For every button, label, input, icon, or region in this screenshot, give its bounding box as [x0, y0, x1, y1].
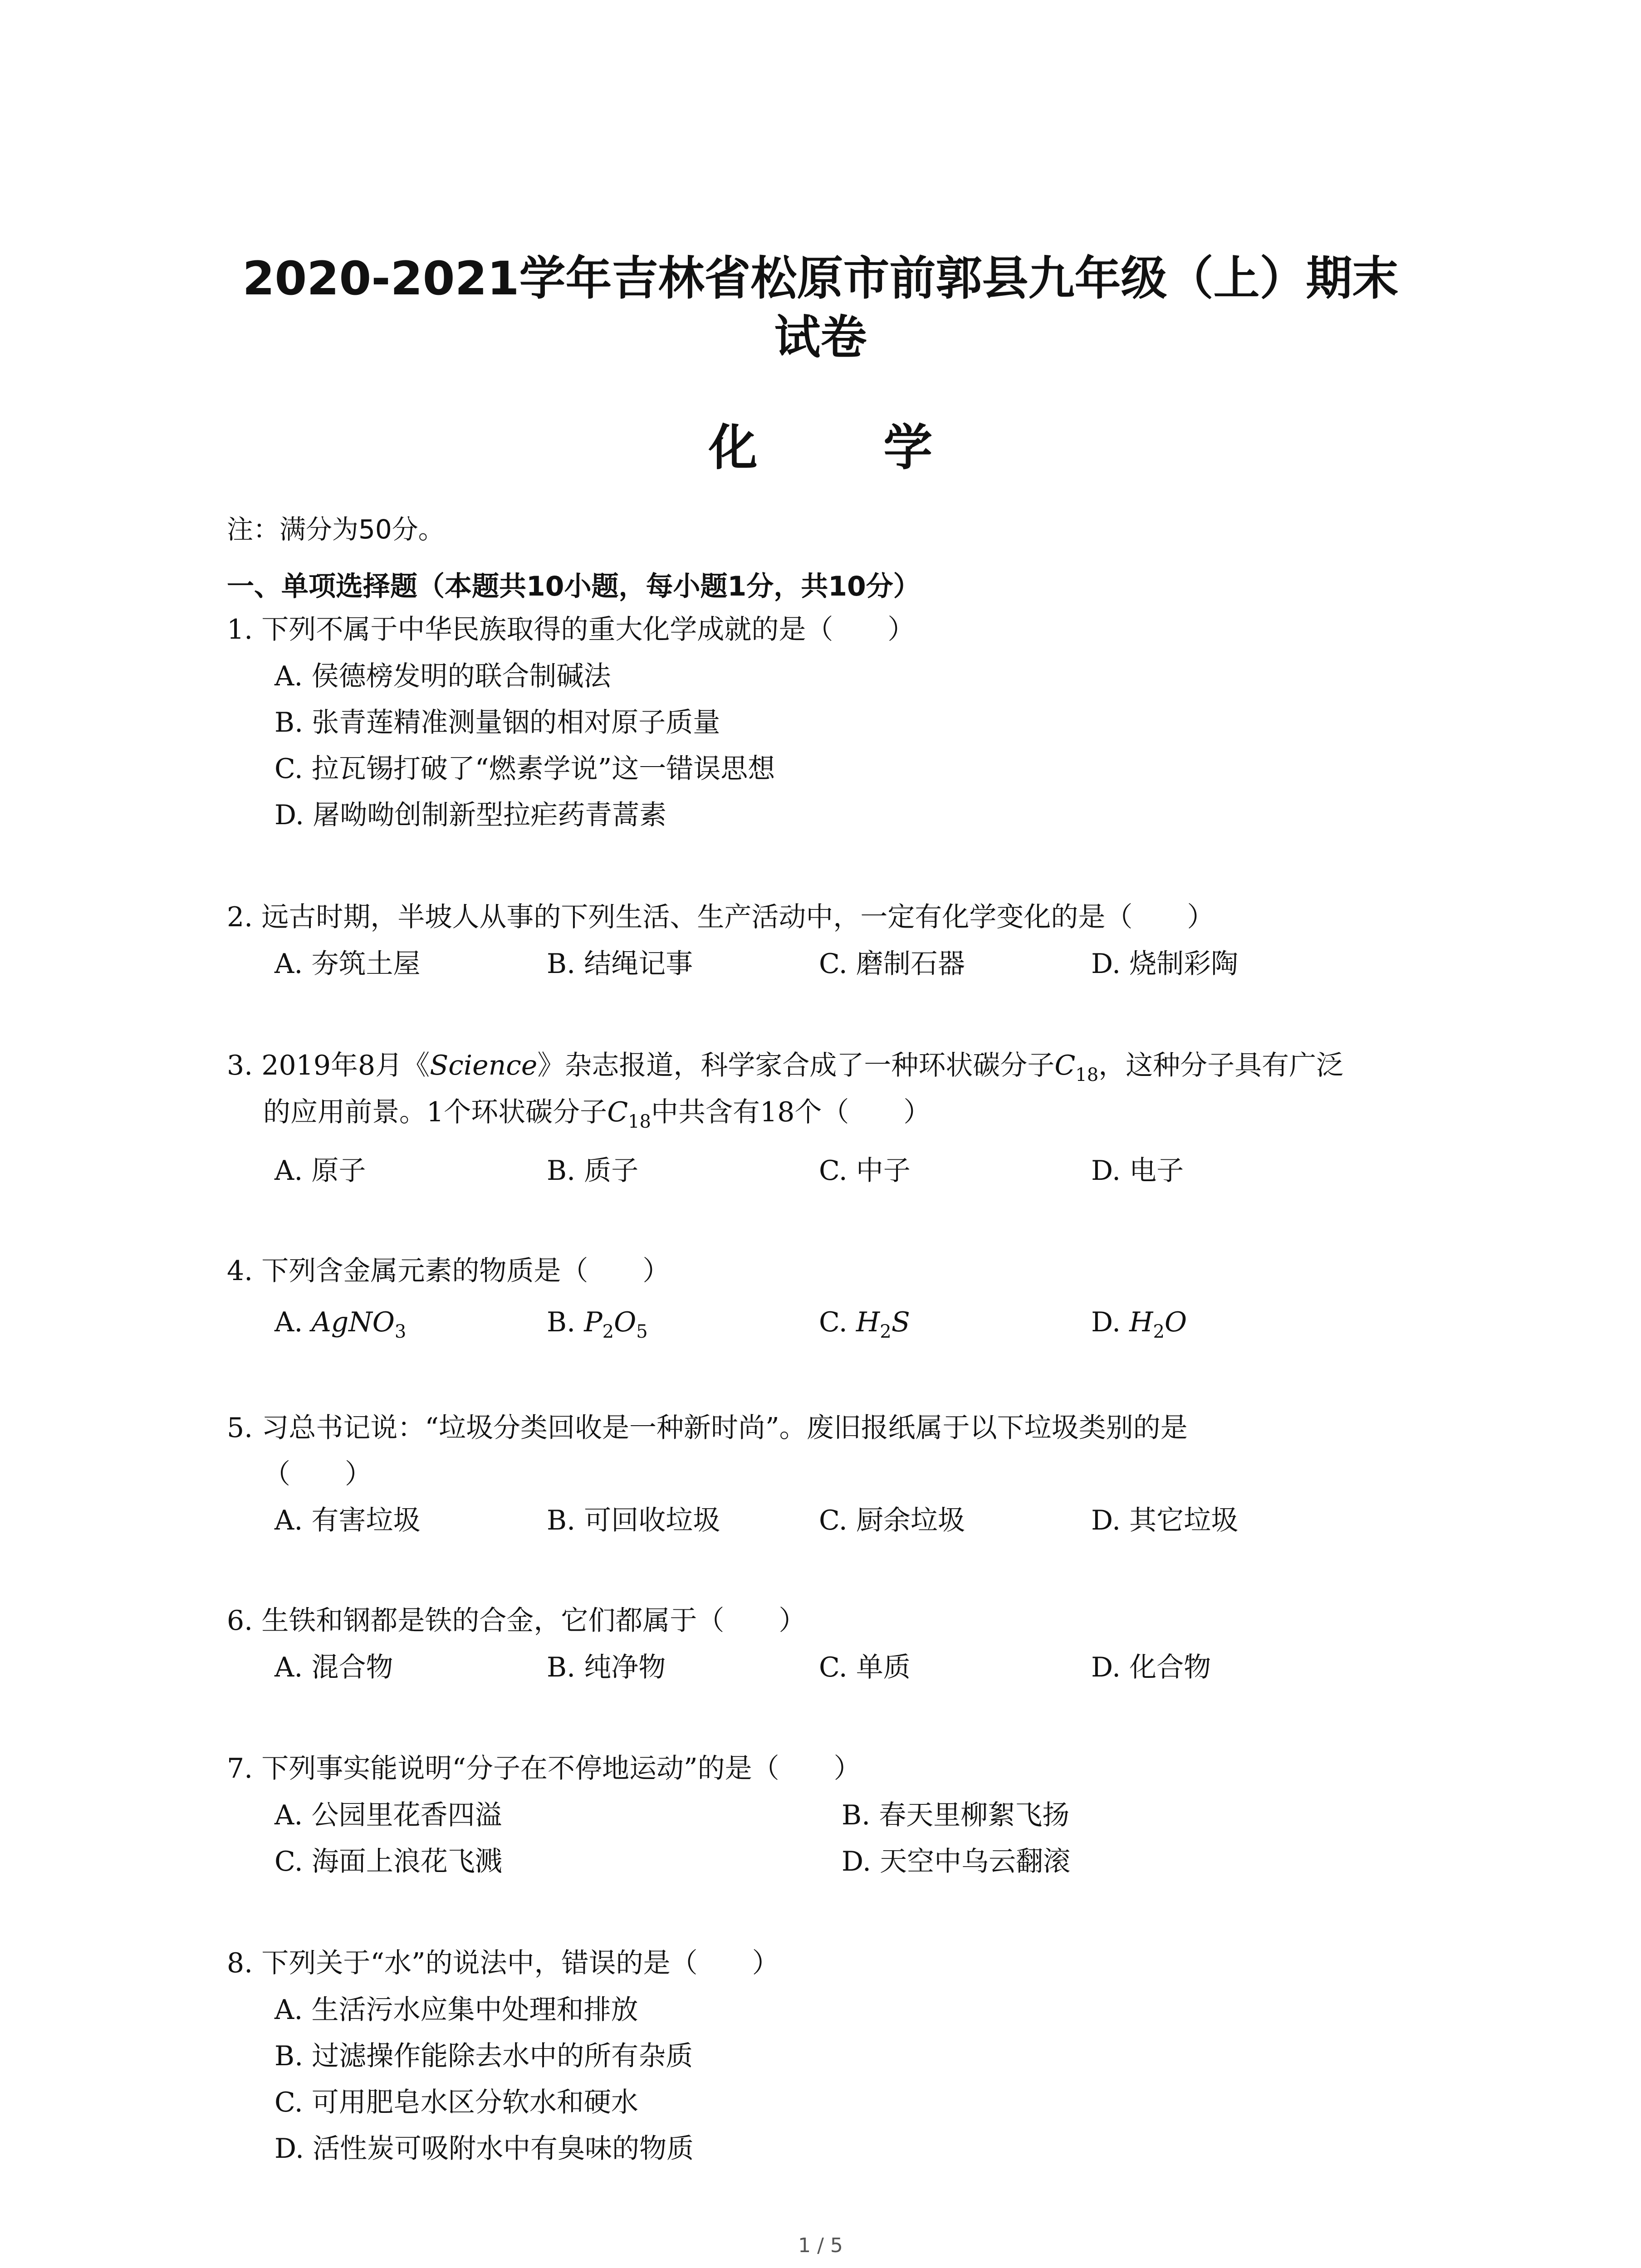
- q3-science: Science: [430, 1050, 538, 1081]
- question-8-option-d: D. 活性炭可吸附水中有臭味的物质: [274, 2133, 694, 2165]
- exam-title-line1: 2020-2021学年吉林省松原市前郭县九年级（上）期末: [242, 252, 1399, 306]
- question-1-option-c: C. 拉瓦锡打破了“燃素学说”这一错误思想: [274, 753, 775, 785]
- question-2-option-d: D. 烧制彩陶: [1091, 948, 1239, 980]
- q4-c-formula-2: S: [891, 1306, 910, 1338]
- question-3-stem-line1: [227, 1049, 1344, 1085]
- question-3-option-d: D. 电子: [1091, 1155, 1184, 1187]
- question-3-option-b: B. 质子: [547, 1155, 639, 1187]
- question-5-option-b: B. 可回收垃圾: [547, 1505, 720, 1536]
- question-7-option-d: D. 天空中乌云翻滚: [842, 1846, 1071, 1877]
- question-5-option-c: C. 厨余垃圾: [819, 1505, 965, 1536]
- q4-b-sub-1: 2: [602, 1321, 614, 1342]
- q4-b-formula-1: P: [584, 1306, 603, 1338]
- q4-a-label: A.: [274, 1306, 312, 1338]
- q4-b-label: B.: [547, 1306, 584, 1338]
- question-2-option-b: B. 结绳记事: [547, 948, 693, 980]
- question-6-option-b: B. 纯净物: [547, 1652, 666, 1683]
- q4-d-formula-1: H: [1129, 1306, 1153, 1338]
- question-5-option-a: A. 有害垃圾: [274, 1505, 421, 1536]
- q3-text-4: 的应用前景。1个环状碳分子: [263, 1096, 607, 1128]
- question-8-option-a: A. 生活污水应集中处理和排放: [274, 1994, 638, 2026]
- q4-b-sub-2: 5: [636, 1321, 648, 1342]
- q4-a-formula: AgNO: [311, 1306, 395, 1338]
- question-6-option-a: A. 混合物: [274, 1652, 393, 1683]
- question-2-stem: 2. 远古时期，半坡人从事的下列生活、生产活动中，一定有化学变化的是（ ）: [227, 901, 1215, 933]
- question-3-option-a: A. 原子: [274, 1155, 366, 1187]
- q4-b-formula-2: O: [614, 1306, 637, 1338]
- q4-d-formula-2: O: [1164, 1306, 1187, 1338]
- question-5-option-d: D. 其它垃圾: [1091, 1505, 1239, 1536]
- question-8-option-b: B. 过滤操作能除去水中的所有杂质: [274, 2040, 693, 2072]
- q3-text-1: 3. 2019年8月《: [227, 1050, 430, 1081]
- q4-c-formula-1: H: [856, 1306, 880, 1338]
- question-3-option-c: C. 中子: [819, 1155, 911, 1187]
- question-2-option-c: C. 磨制石器: [819, 948, 965, 980]
- question-4-option-d: [1091, 1306, 1187, 1342]
- question-3-stem-line2: [263, 1096, 931, 1132]
- question-7-option-a: A. 公园里花香四溢: [274, 1799, 502, 1831]
- question-5-stem: 5. 习总书记说：“垃圾分类回收是一种新时尚”。废旧报纸属于以下垃圾类别的是: [227, 1412, 1188, 1444]
- q3-carbon-subscript-2: 18: [628, 1111, 652, 1132]
- question-7-option-c: C. 海面上浪花飞溅: [274, 1846, 502, 1877]
- q3-text-5: 中共含有18个（ ）: [651, 1096, 931, 1128]
- q4-a-sub: 3: [394, 1321, 407, 1342]
- q4-c-label: C.: [819, 1306, 856, 1338]
- question-8-option-c: C. 可用肥皂水区分软水和硬水: [274, 2087, 638, 2118]
- section-heading-1: 一、单项选择题（本题共10小题，每小题1分，共10分）: [227, 571, 921, 602]
- question-6-stem: 6. 生铁和钢都是铁的合金，它们都属于（ ）: [227, 1605, 806, 1637]
- question-1-stem: 1. 下列不属于中华民族取得的重大化学成就的是（ ）: [227, 614, 915, 645]
- question-1-option-b: B. 张青莲精准测量铟的相对原子质量: [274, 707, 720, 738]
- question-1-option-a: A. 侯德榜发明的联合制碱法: [274, 660, 611, 692]
- question-5-stem-line2: （ ）: [263, 1458, 372, 1490]
- question-6-option-c: C. 单质: [819, 1652, 911, 1683]
- q3-carbon-symbol: C: [1054, 1050, 1076, 1081]
- question-7-stem: 7. 下列事实能说明“分子在不停地运动”的是（ ）: [227, 1753, 861, 1784]
- subject-heading: 化 学: [708, 420, 987, 476]
- question-4-stem: 4. 下列含金属元素的物质是（ ）: [227, 1255, 670, 1287]
- q3-text-2: 》杂志报道，科学家合成了一种环状碳分子: [537, 1050, 1055, 1081]
- question-1-option-d: D. 屠呦呦创制新型拉疟药青蒿素: [274, 799, 667, 831]
- q3-carbon-symbol-2: C: [607, 1096, 628, 1128]
- question-6-option-d: D. 化合物: [1091, 1652, 1211, 1683]
- exam-title-line2: 试卷: [774, 311, 867, 365]
- question-4-option-a: [274, 1306, 407, 1342]
- q4-c-sub: 2: [880, 1321, 892, 1342]
- question-8-stem: 8. 下列关于“水”的说法中，错误的是（ ）: [227, 1947, 779, 1979]
- q3-text-3: ，这种分子具有广泛: [1098, 1050, 1344, 1081]
- q4-d-label: D.: [1091, 1306, 1130, 1338]
- q3-carbon-subscript: 18: [1075, 1065, 1099, 1085]
- page-number: 1 / 5: [798, 2234, 843, 2257]
- question-7-option-b: B. 春天里柳絮飞扬: [842, 1799, 1070, 1831]
- q4-d-sub: 2: [1153, 1321, 1165, 1342]
- score-note: 注：满分为50分。: [227, 514, 445, 545]
- question-2-option-a: A. 夯筑土屋: [274, 948, 421, 980]
- question-4-option-c: [819, 1306, 910, 1342]
- question-4-option-b: [547, 1306, 648, 1342]
